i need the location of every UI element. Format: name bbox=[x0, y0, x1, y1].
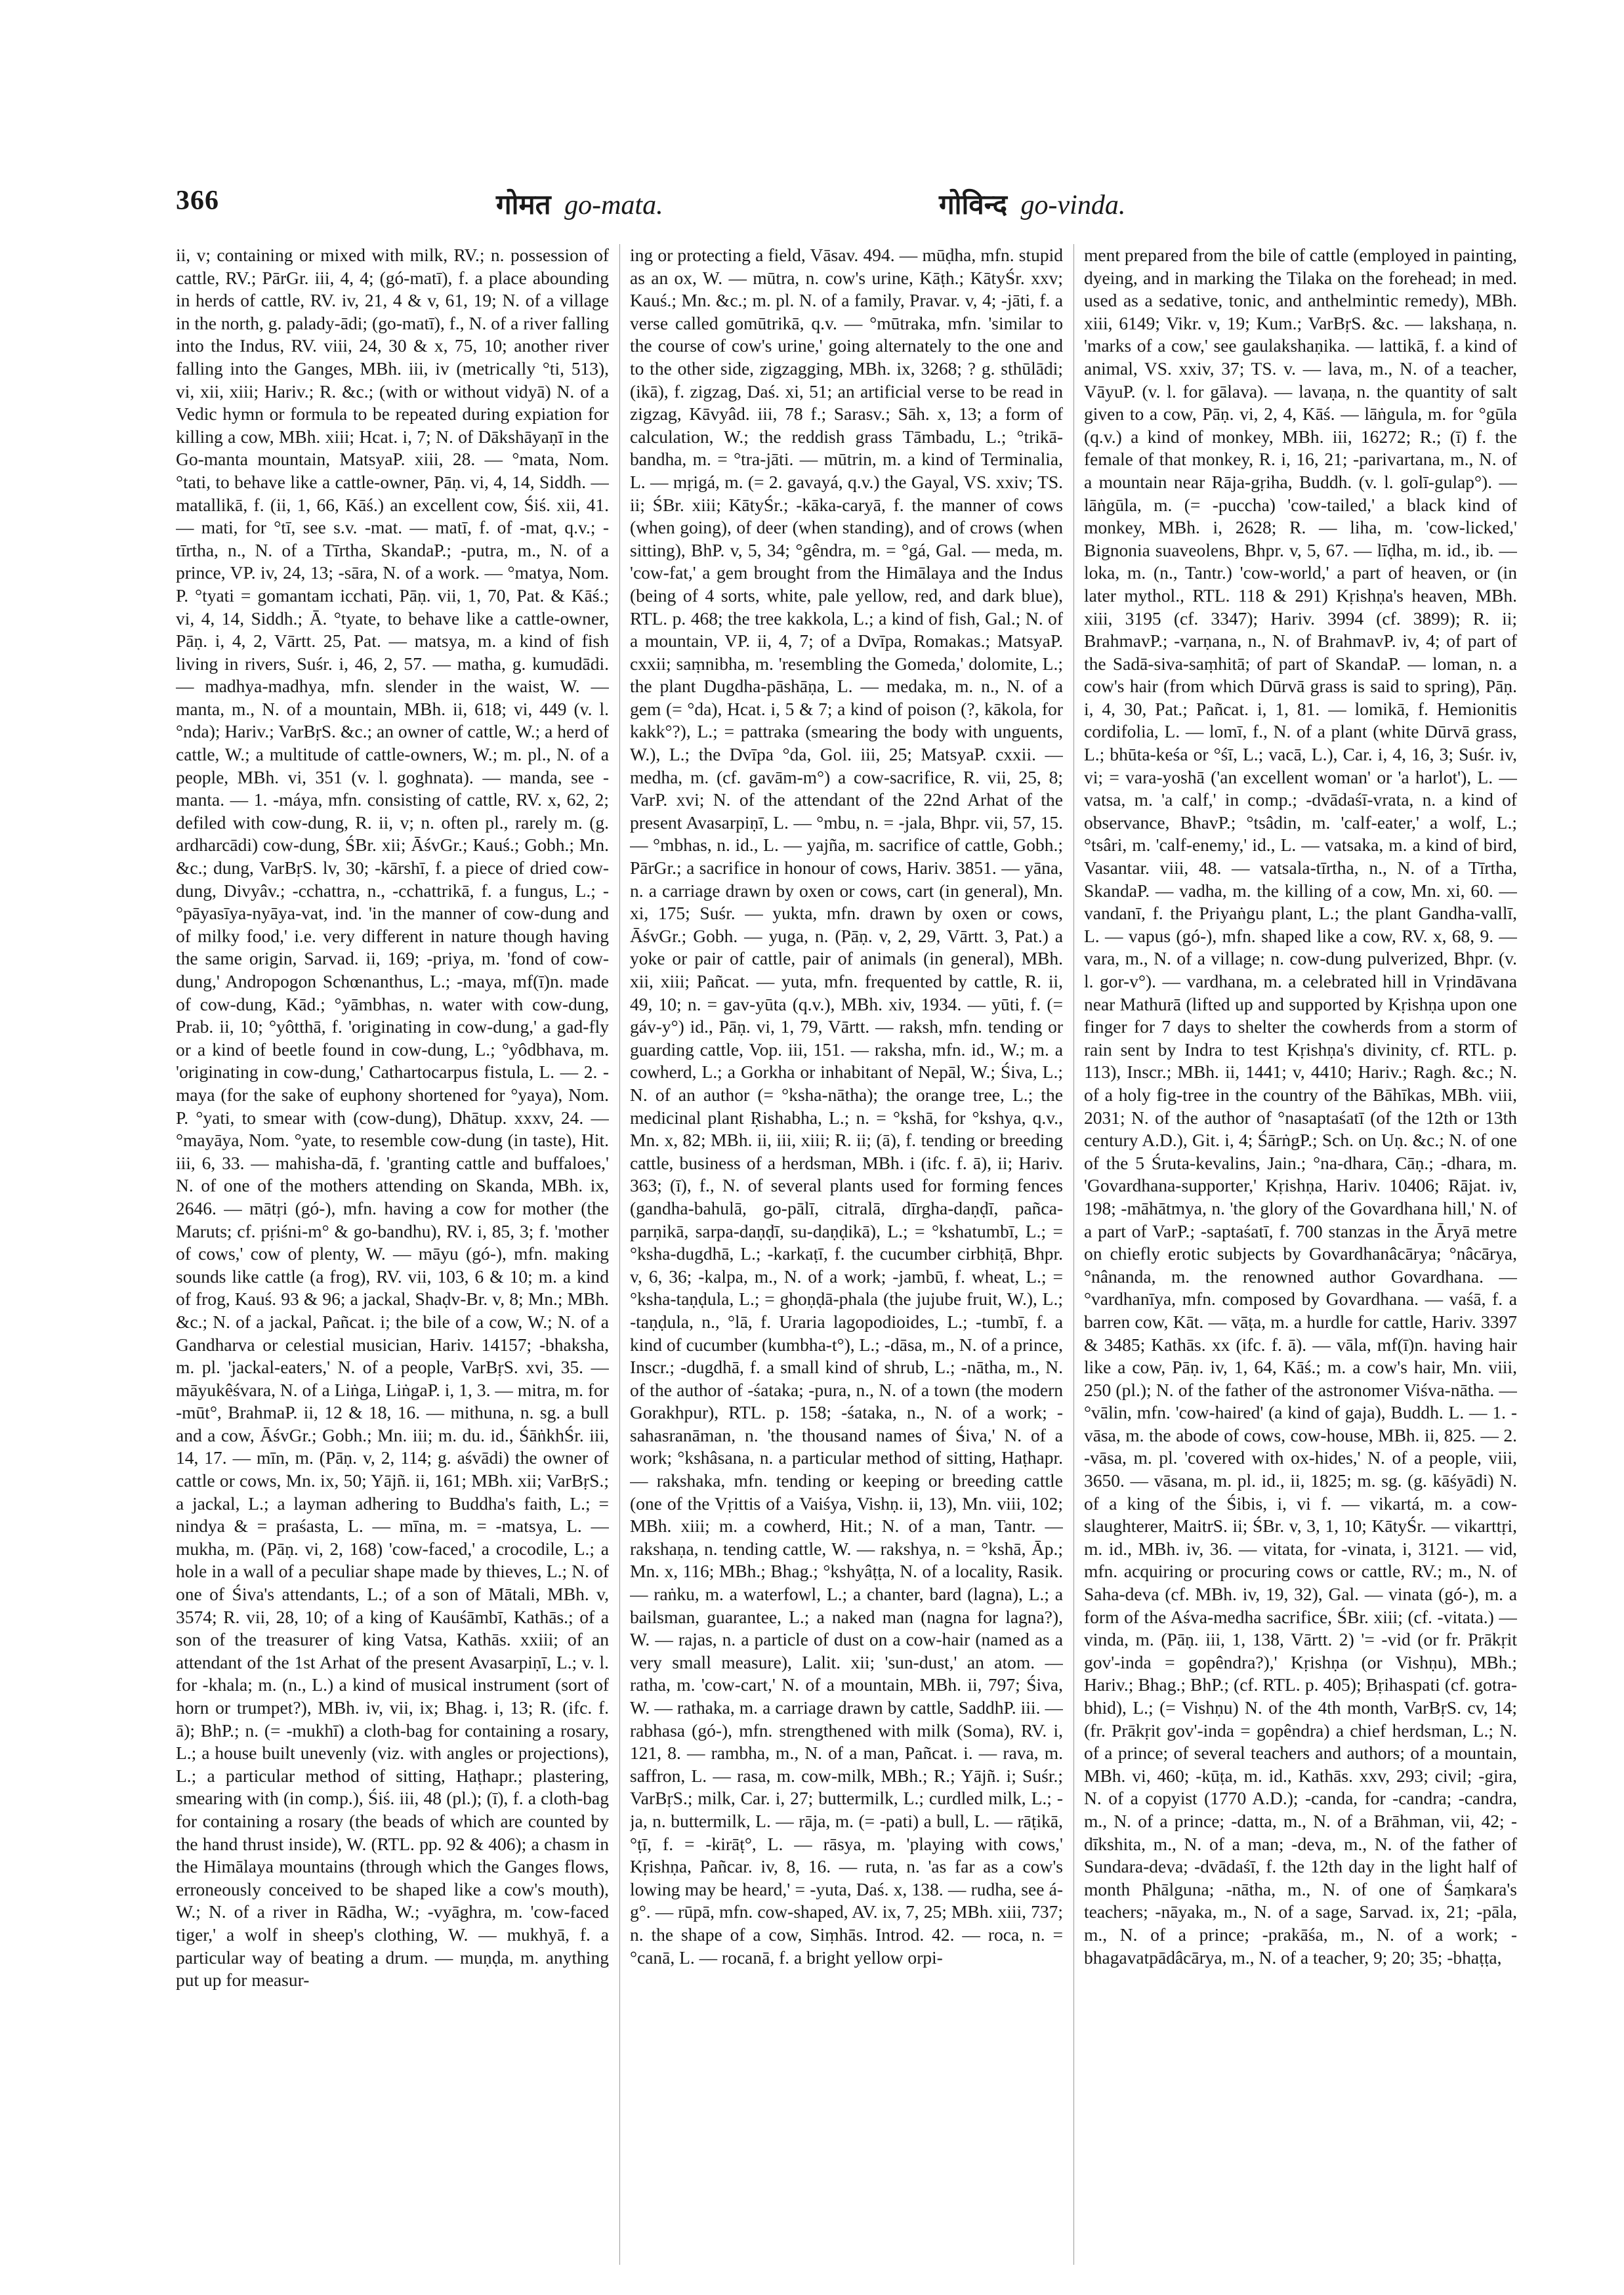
column-1 bbox=[176, 244, 609, 2265]
left-headword-devanagari: गोमत bbox=[496, 190, 551, 220]
running-header bbox=[176, 185, 1472, 231]
left-running-headword bbox=[496, 185, 663, 222]
column-1-text: ii, v; containing or mixed with milk, RV.; n. possession of cattle, RV.; PārGr. iii, 4, 4; (gó-matī), f. a place abounding in herds of cattle, RV. iv, 21, 4 & v, 61, 19; N. of a village in the north, g. palady-ādi; (go-matī), f., N. of a river falling into the Indus, RV. viii, 24, 30 & x, 75, 10; another river falling into the Ganges, MBh. iii, iv (metrically °ti, 513), vi, xii, xiii; Hariv.; R. &c.; (with or without vidyā) N. of a Vedic hymn or formula to be repeated during expiation for killing a cow, MBh. xiii; Hcat. i, 7; N. of Dākshāyaṇī in the Go-manta mountain, MatsyaP. xiii, 28. — °mata, Nom. °tati, to behave like a cattle-owner, Pāṇ. vi, 4, 14, Siddh. — matallikā, f. (ii, 1, 66, Kāś.) an excellent cow, Śiś. xii, 41. — mati, for °tī, see s.v. -mat. — matī, f. of -mat, q.v.; -tīrtha, n., N. of a Tīrtha, SkandaP.; -putra, m., N. of a prince, VP. iv, 24, 13; -sāra, N. of a work. — °matya, Nom. P. °tyati = gomantam icchati, Pāṇ. vii, 1, 70, Pat. & Kāś.; vi, 4, 14, Siddh.; Ā. °tyate, to behave like a cattle-owner, Pāṇ. i, 4, 2, Vārtt. 25, Pat. — matsya, m. a kind of fish living in rivers, Suśr. i, 46, 2, 57. — matha, g. kumudādi. — madhya-madhya, mfn. slender in the waist, W. — manta, m., N. of a mountain, MBh. ii, 618; vi, 449 (v. l. °nda); Hariv.; VarBṛS. &c.; an owner of cattle, W.; a herd of cattle, W.; a multitude of cattle-owners, W.; m. pl., N. of a people, MBh. vi, 351 (v. l. goghnata). — manda, see -manta. — 1. -máya, mfn. consisting of cattle, RV. x, 62, 2; defiled with cow-dung, R. ii, v; n. often pl., rarely m. (g. ardharcādi) cow-dung, ŚBr. xii; ĀśvGr.; Kauś.; Gobh.; Mn. &c.; dung, VarBṛS. lv, 30; -kārshī, f. a piece of dried cow-dung, Divyâv.; -cchattra, n., -cchattrikā, f. a fungus, L.; -°pāyasīya-nyāya-vat, ind. 'in the manner of cow-dung and of milky food,' i.e. very different in nature though having the same origin, Sarvad. ii, 169; -priya, m. 'fond of cow-dung,' Andropogon Schœnanthus, L.; -maya, mf(ī)n. made of cow-dung, Kād.; °yāmbhas, n. water with cow-dung, Prab. ii, 10; °yôtthā, f. 'originating in cow-dung,' a gad-fly or a kind of beetle found in cow-dung, L.; °yôdbhava, m. 'originating in cow-dung,' Cathartocarpus fistula, L. — 2. -maya (for the sake of euphony shortened for °yaya), Nom. P. °yati, to smear with (cow-dung), Dhātup. xxxv, 24. — °mayāya, Nom. °yate, to resemble cow-dung (in taste), Hit. iii, 6, 33. — mahisha-dā, f. 'granting cattle and buffaloes,' N. of one of the mothers attending on Skanda, MBh. ix, 2646. — mātṛi (gó-), mfn. having a cow for mother (the Maruts; cf. pṛiśni-m° & go-bandhu), RV. i, 85, 3; f. 'mother of cows,' cow of plenty, W. — māyu (gó-), mfn. making sounds like cattle (a frog), RV. vii, 103, 6 & 10; m. a kind of frog, Kauś. 93 & 96; a jackal, Shaḍv-Br. v, 8; Mn.; MBh. &c.; N. of a jackal, Pañcat. i; the bile of a cow, W.; N. of a Gandharva or celestial musician, Hariv. 14157; -bhaksha, m. pl. 'jackal-eaters,' N. of a people, VarBṛS. xvi, 35. — māyukêśvara, N. of a Liṅga, LiṅgaP. i, 1, 3. — mitra, m. for -mūt°, BrahmaP. ii, 12 & 18, 16. — mithuna, n. sg. a bull and a cow, ĀśvGr.; Gobh.; Mn. iii; m. du. id., ŚāṅkhŚr. iii, 14, 17. — mīn, m. (Pāṇ. v, 2, 114; g. aśvādi) the owner of cattle or cows, Mn. ix, 50; Yājñ. ii, 161; MBh. xii; VarBṛS.; a jackal, L.; a layman adhering to Buddha's faith, L.; = nindya & = praśasta, L. — mīna, m. = -matsya, L. — mukha, m. (Pāṇ. vi, 2, 168) 'cow-faced,' a crocodile, L.; a hole in a wall of a peculiar shape made by thieves, L.; N. of one of Śiva's attendants, L.; of a son of Mātali, MBh. v, 3574; R. vii, 28, 10; of a king of Kauśāmbī, Kathās.; of a son of the treasurer of king Vatsa, Kathās. xxiii; of an attendant of the 1st Arhat of the present Avasarpiṇī, L.; v. l. for -khala; m. (n., L.) a kind of musical instrument (sort of horn or trumpet?), MBh. iv, vii, ix; Bhag. i, 13; R. (ifc. f. ā); BhP.; n. (= -mukhī) a cloth-bag for containing a rosary, L.; a house built unevenly (viz. with angles or projections), L.; a particular method of sitting, Haṭhapr.; plastering, smearing with (in comp.), Śiś. iii, 48 (pl.); (ī), f. a cloth-bag for containing a rosary (the beads of which are counted by the hand thrust inside), W. (RTL. pp. 92 & 406); a chasm in the Himālaya mountains (through which the Ganges flows, erroneously conceived to be shaped like a cow's mouth), W.; N. of a river in Rādha, W.; -vyāghra, m. 'cow-faced tiger,' a wolf in sheep's clothing, W. — mukhyā, f. a particular way of beating a drum. — muṇḍa, m. anything put up for measur- bbox=[176, 245, 609, 1991]
column-3-text: ment prepared from the bile of cattle (employed in painting, dyeing, and in marking the Tilaka on the forehead; in med. used as a sedative, tonic, and anthelmintic remedy), MBh. xiii, 6149; Vikr. v, 19; Kum.; VarBṛS. &c. — lakshaṇa, n. 'marks of a cow,' see gaulakshaṇika. — lattikā, f. a kind of animal, VS. xxiv, 37; TS. v. — lava, m., N. of a teacher, VāyuP. (v. l. for gālava). — lavaṇa, n. the quantity of salt given to a cow, Pāṇ. vi, 2, 4, Kāś. — lāṅgula, m. for °gūla (q.v.) a kind of monkey, MBh. iii, 16272; R.; (ī) f. the female of that monkey, R. i, 16, 21; -parivartana, m., N. of a mountain near Rāja-gṛiha, Buddh. (v. l. golī-gulap°). — lāṅgūla, m. (= -puccha) 'cow-tailed,' a black kind of monkey, MBh. i, 2628; R. — liha, m. 'cow-licked,' Bignonia suaveolens, Bhpr. v, 5, 67. — līḍha, m. id., ib. — loka, m. (n., Tantr.) 'cow-world,' a part of heaven, or (in later mythol., RTL. 118 & 291) Kṛishṇa's heaven, MBh. xiii, 3195 (cf. 3347); Hariv. 3994 (cf. 3899); R. ii; BrahmavP.; -varṇana, n., N. of BrahmavP. iv, 4; of part of the Sadā-siva-saṃhitā; of part of SkandaP. — loman, n. a cow's hair (from which Dūrvā grass is said to spring), Pāṇ. i, 4, 30, Pat.; Pañcat. i, 1, 81. — lomikā, f. Hemionitis cordifolia, L. — lomī, f., N. of a plant (white Dūrvā grass, L.; bhūta-keśa or °śī, L.; vacā, L.), Car. i, 4, 16, 3; Suśr. iv, vi; = vara-yoshā ('an excellent woman' or 'a harlot'), L. — vatsa, m. 'a calf,' in comp.; -dvādaśī-vrata, n. a kind of observance, BhavP.; °tsâdin, m. 'calf-eater,' a wolf, L.; °tsâri, m. 'calf-enemy,' id., L. — vatsaka, m. a kind of bird, Vasantar. viii, 48. — vatsala-tīrtha, n., N. of a Tīrtha, SkandaP. — vadha, m. the killing of a cow, Mn. xi, 60. — vandanī, f. the Priyaṅgu plant, L.; the plant Gandha-vallī, L. — vapus (gó-), mfn. shaped like a cow, RV. x, 68, 9. — vara, m., N. of a village; n. cow-dung pulverized, Bhpr. (v. l. gor-v°). — vardhana, m. a celebrated hill in Vṛindāvana near Mathurā (lifted up and supported by Kṛishṇa upon one finger for 7 days to shelter the cowherds from a storm of rain sent by Indra to test Kṛishṇa's divinity, cf. RTL. p. 113), Inscr.; MBh. ii, 1441; v, 4410; Hariv.; Ragh. &c.; N. of a holy fig-tree in the country of the Bāhīkas, MBh. viii, 2031; N. of the author of °nasaptaśatī (of the 12th or 13th century A.D.), Git. i, 4; ŚārṅgP.; Sch. on Uṇ. &c.; N. of one of the 5 Śruta-kevalins, Jain.; °na-dhara, Cāṇ.; -dhara, m. 'Govardhana-supporter,' Kṛishṇa, Hariv. 10406; Rājat. iv, 198; -māhātmya, n. 'the glory of the Govardhana hill,' N. of a part of VarP.; -saptaśatī, f. 700 stanzas in the Āryā metre on chiefly erotic subjects by Govardhanâcārya; °nâcārya, °nânanda, m. the renowned author Govardhana. — °vardhanīya, mfn. composed by Govardhana. — vaśā, f. a barren cow, Kāt. — vāṭa, m. a hurdle for cattle, Hariv. 3397 & 3485; Kathās. xx (ifc. f. ā). — vāla, mf(ī)n. having hair like a cow, Pāṇ. iv, 1, 64, Kāś.; m. a cow's hair, Mn. viii, 250 (pl.); N. of the father of the astronomer Viśva-nātha. — °vālin, mfn. 'cow-haired' (a kind of gaja), Buddh. L. — 1. -vāsa, m. the abode of cows, cow-house, MBh. ii, 825. — 2. -vāsa, m. pl. 'covered with ox-hides,' N. of a people, viii, 3650. — vāsana, m. pl. id., ii, 1825; m. sg. (g. kāśyādi) N. of a king of the Śibis, i, vi f. — vikartá, m. a cow-slaughterer, MaitrS. ii; ŚBr. v, 3, 1, 10; KātyŚr. — vikarttṛi, m. id., MBh. iv, 36. — vitata, for -vinata, i, 3121. — vid, mfn. acquiring or procuring cows or cattle, RV.; m., N. of Saha-deva (cf. MBh. iv, 19, 32), Gal. — vinata (gó-), m. a form of the Aśva-medha sacrifice, ŚBr. xiii; (cf. -vitata.) — vinda, m. (Pāṇ. iii, 1, 138, Vārtt. 2) '= -vid (or fr. Prākṛit gov'-inda = gopêndra?),' Kṛishṇa (or Vishṇu), MBh.; Hariv.; Bhag.; BhP.; (cf. RTL. p. 405); Bṛihaspati (cf. gotra-bhid), L.; (= Vishṇu) N. of the 4th month, VarBṛS. cv, 14; (fr. Prākṛit gov'-inda = gopêndra) a chief herdsman, L.; N. of a prince; of several teachers and authors; of a mountain, MBh. vi, 460; -kūṭa, m. id., Kathās. xxv, 293; civil; -gira, N. of a copyist (1770 A.D.); -canda, for -candra; -candra, m., N. of a prince; -datta, m., N. of a Brāhman, vii, 42; -dīkshita, m., N. of a man; -deva, m., N. of the father of Sundara-deva; -dvādaśī, f. the 12th day in the light half of month Phālguna; -nātha, m., N. of one of Śaṃkara's teachers; -nāyaka, m., N. of a sage, Sarvad. ix, 21; -pāla, m., N. of a prince; -prakāśa, m., N. of a work; -bhagavatpādâcārya, m., N. of a teacher, 9; 20; 35; -bhaṭṭa, bbox=[1084, 245, 1517, 1968]
left-headword-roman: go-mata. bbox=[564, 190, 663, 220]
right-headword-devanagari: गोविन्द bbox=[939, 190, 1008, 220]
page-number: 366 bbox=[176, 186, 219, 216]
column-divider-1 bbox=[619, 244, 620, 2265]
column-2 bbox=[630, 244, 1063, 2265]
right-running-headword bbox=[939, 185, 1125, 222]
right-headword-roman: go-vinda. bbox=[1020, 190, 1126, 220]
column-divider-2 bbox=[1073, 244, 1074, 2265]
column-3 bbox=[1084, 244, 1517, 2265]
column-2-text: ing or protecting a field, Vāsav. 494. — mūḍha, mfn. stupid as an ox, W. — mūtra, n. cow's urine, Kāṭh.; KātyŚr. xxv; Kauś.; Mn. &c.; m. pl. N. of a family, Pravar. v, 4; -jāti, f. a verse called gomūtrikā, q.v. — °mūtraka, mfn. 'similar to the course of cow's urine,' going alternately to the one and to the other side, zigzagging, MBh. ix, 3268; ? g. sthūlādi; (ikā), f. zigzag, Daś. xi, 51; an artificial verse to be read in zigzag, Kāvyâd. iii, 78 f.; Sarasv.; Sāh. x, 13; a form of calculation, W.; the reddish grass Tāmbadu, L.; °trikā-bandha, m. = °tra-jāti. — mūtrin, m. a kind of Terminalia, L. — mṛigá, m. (= 2. gavayá, q.v.) the Gayal, VS. xxiv; TS. ii; ŚBr. xiii; KātyŚr.; -kāka-caryā, f. the manner of cows (when going), of deer (when standing), and of crows (when sitting), BhP. v, 5, 34; °gêndra, m. = °gá, Gal. — meda, m. 'cow-fat,' a gem brought from the Himālaya and the Indus (being of 4 sorts, white, pale yellow, red, and dark blue), RTL. p. 468; the tree kakkola, L.; a kind of fish, Gal.; N. of a mountain, VP. ii, 4, 7; of a Dvīpa, Romakas.; MatsyaP. cxxii; saṃnibha, m. 'resembling the Gomeda,' dolomite, L.; the plant Dugdha-pāshāṇa, L. — medaka, m. n., N. of a gem (= °da), Hcat. i, 5 & 7; a kind of poison (?, kākola, for kakk°?), L.; = pattraka (smearing the body with unguents, W.), L.; the Dvīpa °da, Gol. iii, 25; MatsyaP. cxxii. — medha, m. (cf. gavām-m°) a cow-sacrifice, R. vii, 25, 8; VarP. xvi; N. of the attendant of the 22nd Arhat of the present Avasarpiṇī, L. — °mbu, n. = -jala, Bhpr. vii, 57, 15. — °mbhas, n. id., L. — yajña, m. sacrifice of cattle, Gobh.; PārGr.; a sacrifice in honour of cows, Hariv. 3851. — yāna, n. a carriage drawn by oxen or cows, cart (in general), Mn. xi, 175; Suśr. — yukta, mfn. drawn by oxen or cows, ĀśvGr.; Gobh. — yuga, n. (Pāṇ. v, 2, 29, Vārtt. 3, Pat.) a yoke or pair of cattle, pair of animals (in general), MBh. xii, xiii; Pañcat. — yuta, mfn. frequented by cattle, R. ii, 49, 10; n. = gav-yūta (q.v.), MBh. xiv, 1934. — yūti, f. (= gáv-y°) id., Pāṇ. vi, 1, 79, Vārtt. — raksh, mfn. tending or guarding cattle, Vop. iii, 151. — raksha, mfn. id., W.; m. a cowherd, L.; a Gorkha or inhabitant of Nepāl, W.; Śiva, L.; N. of an author (= °ksha-nātha); the orange tree, L.; the medicinal plant Ṛishabha, L.; n. = °kshā, for °kshya, q.v., Mn. x, 82; MBh. ii, iii, xiii; R. ii; (ā), f. tending or breeding cattle, business of a herdsman, MBh. i (ifc. f. ā), ii; Hariv. 363; (ī), f., N. of several plants used for forming fences (gandha-bahulā, go-pālī, citralā, dīrgha-daṇḍī, pañca-parṇikā, sarpa-daṇḍī, su-daṇḍikā), L.; = °kshatumbī, L.; = °ksha-dugdhā, L.; -karkaṭī, f. the cucumber cirbhiṭā, Bhpr. v, 6, 36; -kalpa, m., N. of a work; -jambū, f. wheat, L.; = °ksha-taṇḍula, L.; = ghoṇḍā-phala (the jujube fruit, W.), L.; -taṇḍula, n., °lā, f. Uraria lagopodioides, L.; -tumbī, f. a kind of cucumber (kumbha-t°), L.; -dāsa, m., N. of a prince, Inscr.; -dugdhā, f. a small kind of shrub, L.; -nātha, m., N. of the author of -śataka; -pura, n., N. of a town (the modern Gorakhpur), RTL. p. 158; -śataka, n., N. of a work; -sahasranāman, n. 'the thousand names of Śiva,' N. of a work; °kshâsana, n. a particular method of sitting, Haṭhapr. — rakshaka, mfn. tending or keeping or breeding cattle (one of the Vṛittis of a Vaiśya, Vishṇ. ii, 13), Mn. viii, 102; MBh. xiii; m. a cowherd, Hit.; N. of a man, Tantr. — rakshaṇa, n. tending cattle, W. — rakshya, n. = °kshā, Āp.; Mn. x, 116; MBh.; Bhag.; °kshyâṭṭa, N. of a locality, Rasik. — raṅku, m. a waterfowl, L.; a chanter, bard (lagna), L.; a bailsman, guarantee, L.; a naked man (nagna for lagna?), W. — rajas, n. a particle of dust on a cow-hair (named as a very small measure), Lalit. xii; 'sun-dust,' an atom. — ratha, m. 'cow-cart,' N. of a mountain, MBh. ii, 797; Śiva, W. — rathaka, m. a carriage drawn by cattle, SaddhP. iii. — rabhasa (gó-), mfn. strengthened with milk (Soma), RV. i, 121, 8. — rambha, m., N. of a man, Pañcat. i. — rava, m. saffron, L. — rasa, m. cow-milk, MBh.; R.; Yājñ. i; Suśr.; VarBṛS.; milk, Car. i, 27; buttermilk, L.; curdled milk, L.; -ja, n. buttermilk, L. — rāja, m. (= -pati) a bull, L. — rāṭikā, °ṭī, f. = -kirāṭ°, L. — rāsya, m. 'playing with cows,' Kṛishṇa, Pañcar. iv, 8, 16. — ruta, n. 'as far as a cow's lowing may be heard,' = -yuta, Daś. x, 138. — rudha, see á-g°. — rūpā, mfn. cow-shaped, AV. ix, 7, 25; MBh. xiii, 737; n. the shape of a cow, Siṃhās. Introd. 42. — roca, n. = °canā, L. — rocanā, f. a bright yellow orpi- bbox=[630, 245, 1063, 1968]
